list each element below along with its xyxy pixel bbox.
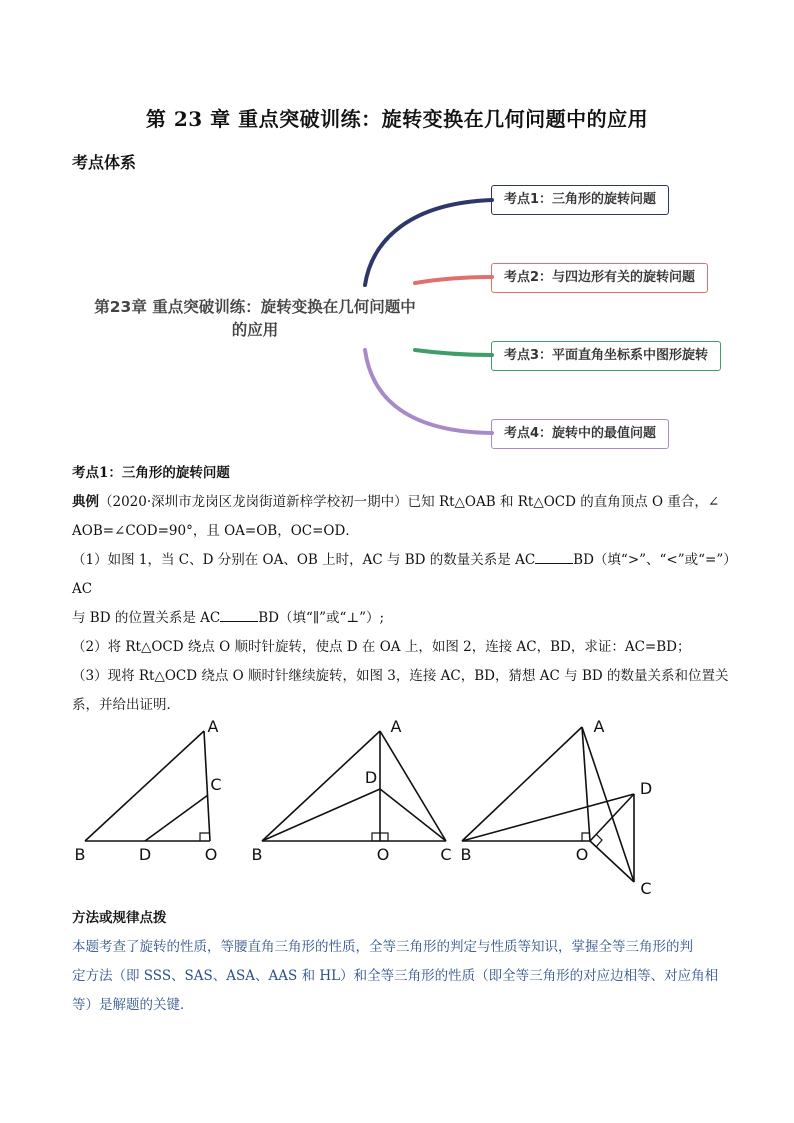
fig3-label-O: O	[575, 845, 589, 864]
fig2-label-A: A	[390, 717, 402, 736]
method-line-2: 定方法（即 SSS、SAS、ASA、AAS 和 HL）和全等三角形的性质（即全等三角形的对应边相等、对应角相	[72, 968, 719, 984]
fig1-label-O: O	[204, 845, 218, 864]
branch-3	[415, 350, 492, 355]
figure-3	[462, 727, 634, 882]
fig2-label-B: B	[251, 845, 263, 864]
question-3-line-1: （3）现将 Rt△OCD 绕点 O 顺时针继续旋转，如图 3，连接 AC，BD，猜想 AC 与 BD 的数量关系和位置关	[72, 668, 729, 684]
example-label: 典例	[72, 494, 99, 510]
answer-blank-2[interactable]	[220, 609, 258, 622]
page-title: 第 23 章 重点突破训练：旋转变换在几何问题中的应用	[145, 107, 649, 131]
method-line-1: 本题考查了旋转的性质，等腰直角三角形的性质，全等三角形的判定与性质等知识，掌握全等三角形的判	[72, 939, 693, 955]
example-intro: （2020·深圳市龙岗区龙岗街道新梓学校初一期中）已知 Rt△OAB 和 Rt△OCD 的直角顶点 O 重合，∠	[99, 494, 720, 510]
fig2-label-C: C	[440, 845, 452, 864]
question-2: （2）将 Rt△OCD 绕点 O 顺时针旋转，使点 D 在 OA 上，如图 2，连接 AC，BD，求证：AC=BD；	[72, 639, 691, 655]
center-line-1: 第23章 重点突破训练：旋转变换在几何问题中	[94, 298, 416, 316]
q1-part-d: BD（填“∥”或“⊥”）;	[258, 610, 385, 626]
q1-part-b: BD（填“>”、“<”或“=”）AC	[72, 552, 731, 597]
branch-2	[415, 277, 492, 283]
fig3-label-D: D	[639, 779, 653, 798]
point1-block	[72, 459, 732, 720]
mindmap-node-1[interactable]: 考点1：三角形的旋转问题	[491, 185, 669, 215]
method-block	[72, 904, 732, 1020]
example-line-2: AOB=∠COD=90°，且 OA=OB，OC=OD．	[72, 523, 359, 539]
fig1-label-C: C	[210, 775, 222, 794]
section-heading: 考点体系	[72, 153, 137, 172]
geometry-figures	[0, 710, 794, 900]
fig1-label-B: B	[74, 845, 86, 864]
q1-part-a: （1）如图 1，当 C、D 分别在 OA、OB 上时，AC 与 BD 的数量关系是 AC	[72, 552, 536, 568]
question-1-line-2	[72, 604, 732, 633]
example-line-1	[72, 488, 732, 517]
center-line-2: 的应用	[231, 321, 279, 339]
fig3-label-A: A	[593, 717, 605, 736]
question-3-line-2: 系，并给出证明．	[72, 697, 180, 713]
method-line-3: 等）是解题的关键．	[72, 997, 194, 1013]
figure-2	[262, 731, 446, 841]
branch-4	[365, 350, 492, 433]
figure-1	[85, 731, 210, 841]
mindmap-connectors	[0, 0, 794, 460]
mindmap-node-4[interactable]: 考点4：旋转中的最值问题	[491, 419, 669, 449]
fig2-label-D: D	[364, 768, 378, 787]
method-heading: 方法或规律点拨	[72, 910, 167, 926]
answer-blank-1[interactable]	[535, 551, 573, 564]
fig3-label-C: C	[640, 879, 652, 898]
mindmap-node-2[interactable]: 考点2：与四边形有关的旋转问题	[491, 263, 708, 293]
mindmap-center-topic	[70, 296, 440, 342]
fig3-label-B: B	[460, 845, 472, 864]
fig1-label-D: D	[138, 845, 152, 864]
q1-part-c: 与 BD 的位置关系是 AC	[72, 610, 221, 626]
fig2-label-O: O	[376, 845, 390, 864]
branch-1	[365, 200, 492, 285]
question-1-line-1	[72, 546, 732, 604]
point1-heading: 考点1：三角形的旋转问题	[72, 465, 230, 481]
mindmap-node-3[interactable]: 考点3：平面直角坐标系中图形旋转	[491, 341, 721, 371]
fig1-label-A: A	[207, 717, 219, 736]
